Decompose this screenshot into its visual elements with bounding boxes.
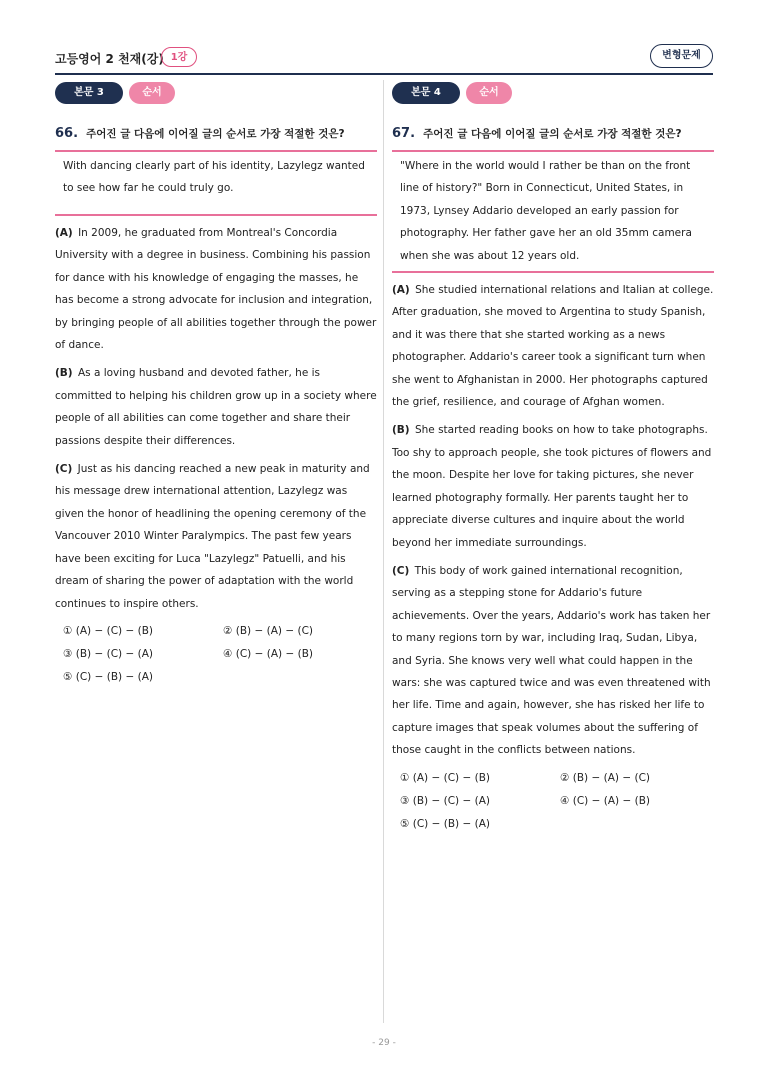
page-number: - 29 - [372,1038,396,1048]
question-line [55,122,377,142]
paragraph-label: (C) [392,564,410,577]
question-66 [55,82,377,697]
question-number: 66. [55,126,79,141]
paragraph-label: (A) [55,227,73,239]
paragraph-text: As a loving husband and devoted father, he is committed to helping his children grow up in a society where people of all abilities can come together and share their passions despite their differences. [55,367,377,447]
choice-4[interactable]: ④ (C) − (A) − (B) [560,794,650,807]
given-passage: "Where in the world would I rather be than on the front line of history?" Born in Connecticut, United States, in 1973, Lynsey Addario developed an early passion for photography. Her father gave her an old 35mm camera when she was about 12 years old. [392,150,714,273]
choice-5[interactable]: ⑤ (C) − (B) − (A) [63,670,153,683]
given-passage: With dancing clearly part of his identity, Lazylegz wanted to see how far he could truly go. [55,150,377,216]
lesson-badge: 1강 [161,47,197,67]
paragraph-a [392,279,714,413]
paragraph-text: Just as his dancing reached a new peak in maturity and his message drew international attention, Lazylegz was given the honor of headlining the opening ceremony of the Vancouver 2010 Winter Paralympics. The past few years have been exciting for Luca "Lazylegz" Patuelli, and his dream of sharing the power of adaptation with the world continues to inspire others. [55,463,370,610]
column-divider [383,80,384,1023]
choice-2[interactable]: ② (B) − (A) − (C) [560,771,650,784]
section-tag: 본문 3 [55,82,123,104]
answer-choices [55,625,377,697]
paragraph-c [392,560,714,762]
paragraph-text: She started reading books on how to take photographs. Too shy to approach people, she took pictures of flowers and the moon. Despite her love for taking pictures, she never learned photography formally. Her parents taught her to appreciate diverse cultures and inquire about the world beyond her immediate surroundings. [392,424,712,549]
paragraph-c [55,458,377,615]
choice-3[interactable]: ③ (B) − (C) − (A) [63,647,153,660]
type-tag: 순서 [466,82,512,104]
header-divider [55,73,713,75]
paragraph-b [55,362,377,452]
choice-5[interactable]: ⑤ (C) − (B) − (A) [400,817,490,830]
paragraph-text: This body of work gained international recognition, serving as a stepping stone for Addario's future achievements. Over the years, Addario's work has taken her to many regions torn by war, including Iraq, Sudan, Libya, and Syria. She knows very well what could happen in the wars: she was captured twice and was even threatened with her life. Time and again, however, she has risked her life to capture images that speak volumes about the suffering of those caught in the conflicts between nations. [392,564,711,757]
type-tag: 순서 [129,82,175,104]
choice-1[interactable]: ① (A) − (C) − (B) [400,771,490,784]
paragraph-label: (B) [392,424,410,437]
paragraph-text: She studied international relations and Italian at college. After graduation, she moved to Argentina to study Spanish, and it was there that she started working as a news photographer. Addario's career took a significant turn when she went to Afghanistan in 2000. Her photographs captured the grief, resilience, and courage of Afghan women. [392,284,714,409]
choice-4[interactable]: ④ (C) − (A) − (B) [223,647,313,660]
question-text: 주어진 글 다음에 이어질 글의 순서로 가장 적절한 것은? [423,128,682,140]
paragraph-label: (C) [55,463,73,476]
page-header [55,44,713,72]
question-line [392,122,714,142]
question-type-badge: 변형문제 [650,44,713,68]
answer-choices [392,772,714,844]
book-title: 고등영어 2 천재(강) [55,52,164,66]
question-number: 67. [392,126,416,141]
question-text: 주어진 글 다음에 이어질 글의 순서로 가장 적절한 것은? [86,128,345,140]
choice-1[interactable]: ① (A) − (C) − (B) [63,624,153,637]
choice-3[interactable]: ③ (B) − (C) − (A) [400,794,490,807]
paragraph-label: (A) [392,284,410,297]
paragraph-label: (B) [55,367,73,380]
section-tag: 본문 4 [392,82,460,104]
question-67 [392,82,714,844]
tag-row [392,82,714,104]
paragraph-a [55,222,377,356]
paragraph-b [392,419,714,553]
choice-2[interactable]: ② (B) − (A) − (C) [223,624,313,637]
tag-row [55,82,377,104]
paragraph-text: In 2009, he graduated from Montreal's Concordia University with a degree in business. Combining his passion for dance with his knowledge of engaging the masses, he has become a strong advocate for inclusion and integration, by bringing people of all abilities together through the power of dance. [55,227,377,352]
